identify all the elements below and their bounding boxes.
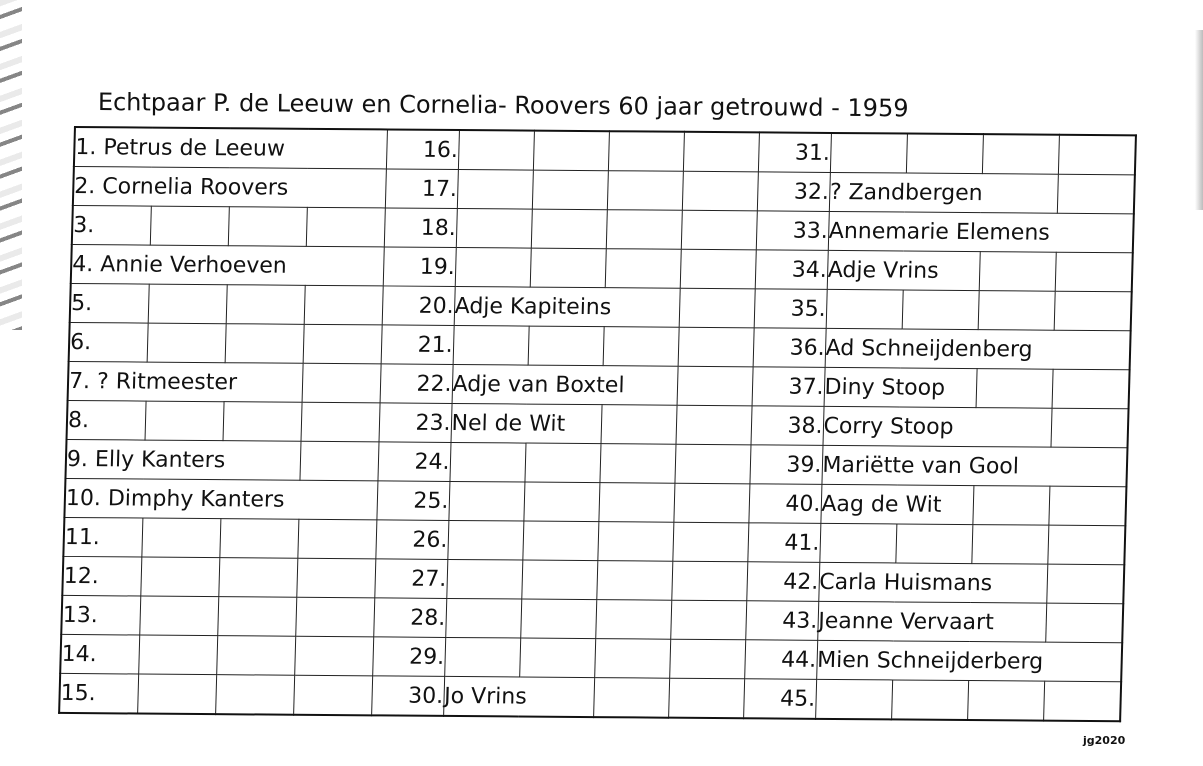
empty-cell [673,483,749,523]
empty-cell [891,680,968,720]
empty-cell [1054,291,1132,331]
entry-number: 8. [67,407,90,433]
entry-number: 1. [75,134,97,160]
entry-name: Adje van Boxtel [452,364,678,405]
entry-name: Diny Stoop [824,367,977,407]
empty-cell [982,134,1059,174]
entry-number: 41. [747,523,820,563]
empty-cell [972,486,1049,526]
empty-cell [677,366,753,406]
entry-number: 36. [753,328,826,368]
entry-number: 34. [755,250,828,290]
empty-cell [522,521,598,561]
empty-cell [595,600,671,640]
entry-name: Jeanne Vervaart [817,601,1046,642]
empty-cell [530,248,606,288]
empty-cell [978,291,1055,331]
entry-number: 13. [62,602,99,628]
list-item [62,556,141,596]
empty-cell [906,134,983,174]
entry-number: 5. [70,290,93,316]
entry-number: 19. [383,247,456,287]
entry-number: 32. [757,172,830,212]
empty-cell [296,558,375,598]
empty-cell [683,132,759,172]
entry-number: 33. [756,211,829,251]
list-item [67,400,146,440]
entry-name: Ad Schneijdenberg [825,328,1131,369]
empty-cell [599,444,675,484]
empty-cell [1052,369,1130,409]
entry-name [455,248,531,288]
entry-name [447,520,523,560]
entry-name [458,130,534,170]
list-item [72,205,151,245]
empty-cell [682,171,758,211]
entry-number: 44. [744,640,817,680]
empty-cell [138,635,217,675]
entry-number: 26. [375,520,448,560]
entry-number: 30. [371,676,444,716]
empty-cell [217,597,296,637]
empty-cell [606,210,682,250]
empty-cell [140,557,219,597]
empty-cell [228,207,307,247]
entry-name: Mien Schneijderberg [816,640,1122,681]
entry-number: 23. [379,403,452,443]
empty-cell [520,599,596,639]
empty-cell [141,518,220,558]
page-title: Echtpaar P. de Leeuw en Cornelia- Roovers 60 jaar getrouwd - 1959 [97,88,909,123]
empty-cell [1048,486,1126,526]
list-item [63,517,142,557]
empty-cell [1043,681,1121,721]
empty-cell [678,327,754,367]
entry-number: 39. [749,445,822,485]
empty-cell [532,170,608,210]
empty-cell [1046,564,1124,604]
entry-number: 31. [758,132,831,172]
list-item [60,634,139,674]
entry-name: Jo Vrins [443,676,594,717]
entry-number: 10. [65,485,102,511]
name-table [58,126,1137,722]
empty-cell [672,522,748,562]
empty-cell [524,443,600,483]
empty-cell [528,326,604,366]
empty-cell [218,558,297,598]
entry-name: Annemarie Elemens [828,211,1134,252]
empty-cell [676,405,752,445]
entry-number: 42. [746,562,819,602]
entry-name [830,133,907,173]
entry-name [446,559,522,599]
entry-number: 29. [372,637,445,677]
empty-cell [1051,408,1129,448]
entry-number: 18. [384,208,457,248]
empty-cell [145,401,224,441]
entry-name: Carla Huismans [818,562,1047,603]
entry-number: 37. [752,367,825,407]
entry-number: 27. [374,559,447,599]
empty-cell [1047,525,1125,565]
empty-cell [1058,135,1136,175]
empty-cell [533,131,609,171]
entry-name: ? Zandbergen [829,172,1058,213]
empty-cell [594,639,670,679]
empty-cell [521,560,597,600]
list-item [74,127,387,169]
entry-number: 14. [61,641,98,667]
entry-number: 17. [385,169,458,209]
entry-number: 9. [66,446,89,472]
entry-number: 16. [386,129,459,169]
entry-number: 24. [377,442,450,482]
entry-name: ? Ritmeester [96,368,238,395]
entry-name [453,325,529,365]
entry-number: 43. [745,601,818,641]
entry-number: 38. [751,406,824,446]
entry-name: Petrus de Leeuw [103,134,286,162]
list-item [64,478,377,519]
empty-cell [679,288,755,328]
entry-number: 12. [63,563,100,589]
entry-name [826,289,903,329]
table-row [59,673,1121,721]
entry-name [456,209,532,249]
empty-cell [603,327,679,367]
empty-cell [148,284,227,324]
entry-number: 25. [376,481,449,521]
entry-number: 40. [748,484,821,524]
photo-edge-shadow [0,0,22,330]
entry-number: 45. [743,679,816,719]
entry-name [457,170,533,210]
empty-cell [219,519,298,559]
empty-cell [598,483,674,523]
entry-name [449,442,525,482]
empty-cell [601,405,677,445]
entry-number: 20. [382,286,455,326]
entry-number: 28. [373,598,446,638]
entry-number: 22. [380,364,453,404]
entry-name [444,637,520,677]
empty-cell [150,206,229,246]
empty-cell [669,639,745,679]
entry-number: 2. [74,173,96,199]
empty-cell [895,524,972,564]
list-item [59,673,138,713]
empty-cell [137,674,216,714]
empty-cell [223,402,302,442]
entry-name: Adje Kapiteins [454,286,680,327]
entry-number: 3. [72,212,95,238]
empty-cell [681,210,757,250]
list-item [69,322,148,362]
empty-cell [671,561,747,601]
empty-cell [902,290,979,330]
entry-name: Cornelia Roovers [102,173,289,201]
empty-cell [607,171,683,211]
empty-cell [306,207,385,247]
entry-number: 35. [754,289,827,329]
entry-name: Adje Vrins [827,250,980,290]
entry-number: 15. [60,680,96,706]
empty-cell [139,596,218,636]
empty-cell [668,678,744,718]
empty-cell [608,131,684,171]
empty-cell [301,402,380,442]
signature: jg2020 [1083,734,1126,747]
empty-cell [1055,252,1133,292]
entry-name: Nel de Wit [451,403,602,443]
empty-cell [294,636,373,676]
empty-cell [299,441,378,481]
empty-cell [295,597,374,637]
empty-cell [215,675,294,715]
empty-cell [147,323,226,363]
empty-cell [297,519,376,559]
empty-cell [596,561,672,601]
list-item [65,439,300,480]
entry-name: Mariëtte van Gool [821,445,1127,486]
empty-cell [1057,174,1135,214]
list-item [71,244,384,285]
list-item [70,283,149,323]
empty-cell [225,324,304,364]
empty-cell [519,638,595,678]
entry-number: 21. [381,325,454,365]
empty-cell [302,363,381,403]
empty-cell [967,681,1044,721]
entry-number: 7. [68,368,91,394]
empty-cell [680,249,756,289]
list-item [68,361,303,402]
empty-cell [303,324,382,364]
entry-number: 6. [69,329,92,355]
empty-cell [979,252,1056,292]
entry-name: Aag de Wit [820,484,973,524]
entry-name: Corry Stoop [823,406,1052,447]
entry-name [819,523,896,563]
empty-cell [523,482,599,522]
empty-cell [1045,603,1123,643]
empty-cell [971,525,1048,565]
entry-name: Annie Verhoeven [99,251,288,279]
list-item [61,595,140,635]
entry-number: 4. [71,251,94,277]
entry-name [815,679,892,719]
empty-cell [605,249,681,289]
empty-cell [593,678,669,718]
entry-name [448,481,524,521]
empty-cell [226,285,305,325]
empty-cell [674,444,750,484]
name-table-sheet [58,126,1136,710]
empty-cell [597,522,673,562]
entry-name [445,598,521,638]
entry-number: 11. [64,524,101,550]
empty-cell [304,285,383,325]
photo-edge-shadow-right [1195,30,1203,210]
empty-cell [976,369,1053,409]
list-item [73,167,386,208]
empty-cell [670,600,746,640]
empty-cell [293,675,372,715]
entry-name: Elly Kanters [94,446,226,473]
empty-cell [531,209,607,249]
entry-name: Dimphy Kanters [107,485,285,513]
empty-cell [216,636,295,676]
